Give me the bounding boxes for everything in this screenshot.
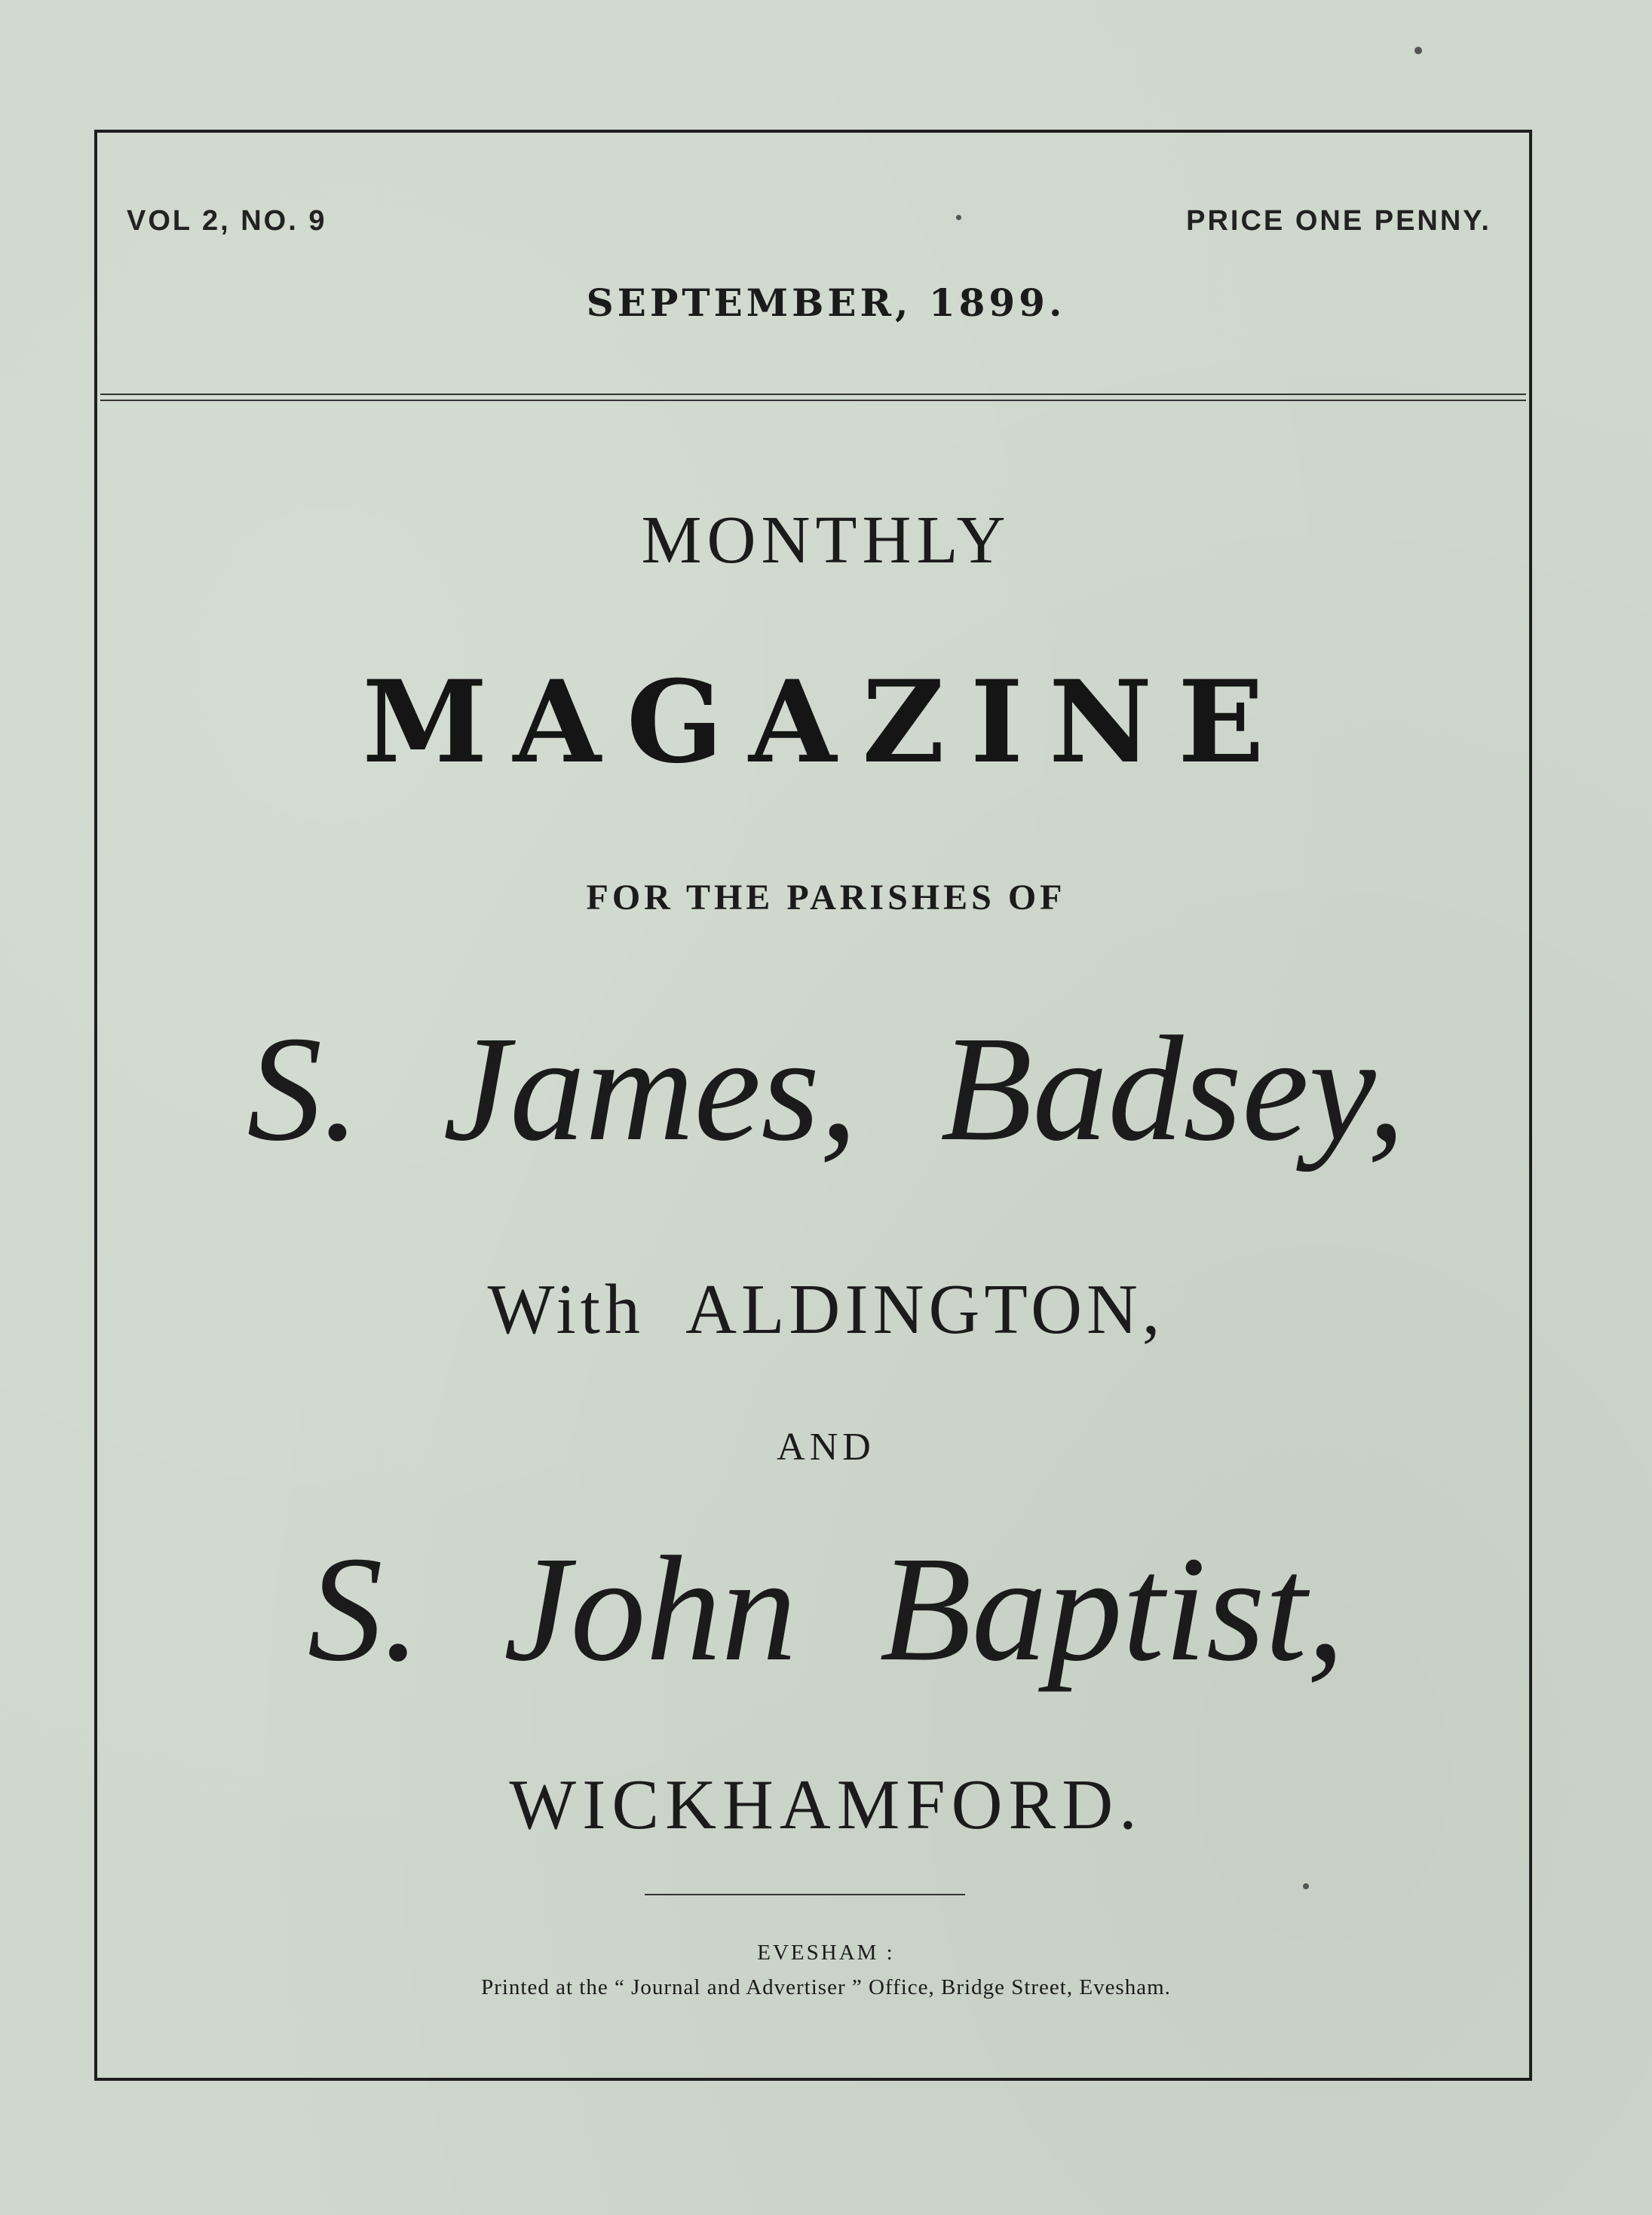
volume-number: VOL 2, NO. 9 bbox=[127, 205, 327, 237]
parish-with-aldington: With ALDINGTON, bbox=[487, 1270, 1165, 1349]
conjunction-and: AND bbox=[777, 1426, 875, 1469]
footer-divider bbox=[645, 1894, 965, 1895]
paper-speck bbox=[1414, 47, 1422, 54]
parish-st-john-baptist: S. John Baptist, bbox=[307, 1526, 1345, 1693]
header-divider bbox=[100, 394, 1526, 401]
title-magazine: MAGAZINE bbox=[362, 656, 1290, 789]
price-label: PRICE ONE PENNY. bbox=[1186, 205, 1491, 237]
parish-wickhamford: WICKHAMFORD. bbox=[509, 1766, 1143, 1844]
title-monthly: MONTHLY bbox=[641, 503, 1011, 577]
printer-town: EVESHAM : bbox=[757, 1941, 895, 1965]
printer-imprint: Printed at the “ Journal and Advertiser ” Office, Bridge Street, Evesham. bbox=[481, 1975, 1171, 1999]
parish-st-james: S. James, Badsey, bbox=[247, 1006, 1405, 1172]
issue-date: SEPTEMBER, 1899. bbox=[586, 280, 1066, 325]
subtitle-for-parishes: FOR THE PARISHES OF bbox=[586, 878, 1066, 918]
